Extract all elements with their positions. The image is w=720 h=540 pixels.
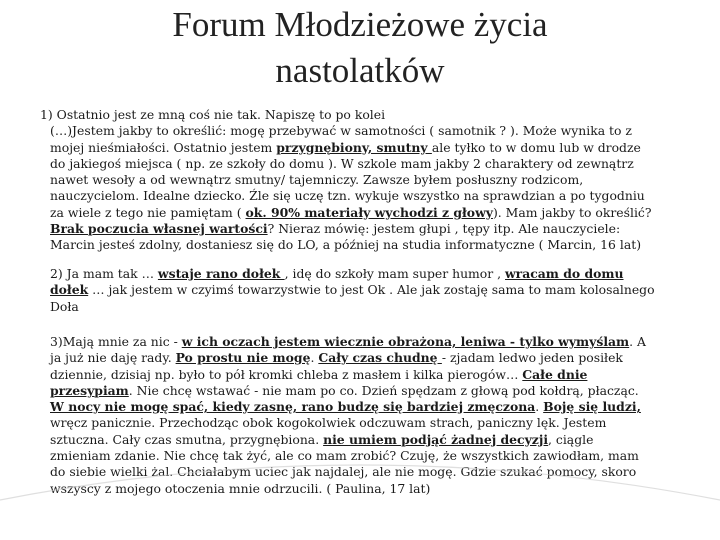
post-1-line: nawet wesoły a od wewnątrz smutny/ tajemniczy. Zawsze byłem posłuszny rodzicom, [50,172,584,188]
post-1-line [40,140,690,156]
post-3-emphasis: Całe dnie [522,366,588,382]
post-1 [40,107,690,254]
post-1-text: mojej nieśmiałości. Ostatnio jestem [50,139,277,155]
post-3-text: . A [629,334,646,349]
post-3-emphasis: Po prostu nie mogę [175,350,311,366]
post-1-emphasis: przygnębiony, smutny [276,139,432,155]
post-3-line: wręcz panicznie. Przechodząc obok kogokolwiek odczuwam strach, paniczny lęk. Jestem [50,415,607,431]
post-3-emphasis: przesypiam [50,382,129,398]
post-3-line [50,350,690,366]
post-1-line: (…)Jestem jakby to określić: mogę przebywać w samotności ( samotnik ? ). Może wynika to z [50,123,632,139]
post-2-line [50,282,695,298]
post-2-line [50,266,695,282]
post-1-line [40,221,690,237]
post-3-emphasis: Boję się ludzi, [543,399,641,415]
post-3-text: - zjadam ledwo jeden posiłek [441,350,623,366]
post-1-text: za wiele z tego nie pamiętam ( [50,204,246,220]
post-3-text: , ciągle [548,431,594,447]
post-1-emphasis: ok. 90% materiały wychodzi z głowy [245,204,493,220]
post-3-line: wszyscy z mojego otoczenia mnie odrzucili. ( Paulina, 17 lat) [50,480,431,496]
slide-title [0,2,720,94]
post-3-line [50,383,690,399]
post-1-line: 1) Ostatnio jest ze mną coś nie tak. Napiszę to po kolei [40,107,386,122]
post-3-text: 3)Mają mnie za nic - [50,334,182,349]
post-1-text: ? Nieraz mówię: jestem głupi , tępy itp. Ale nauczyciele: [267,221,621,237]
post-3-emphasis: Cały czas chudnę [318,350,442,366]
post-2-emphasis: wracam do domu [505,266,624,281]
post-3-text: . Nie chcę wstawać - nie mam po co. Dzień spędzam z głową pod kołdrą, płacząc. [128,382,639,398]
post-2-line: Doła [50,298,79,314]
post-3-text: . [310,350,319,366]
post-3-line [50,432,690,448]
post-3 [50,334,690,497]
post-3-emphasis: w ich oczach jestem wiecznie obrażona, leniwa - tylko wymyślam [181,334,630,349]
post-1-line: Marcin jesteś zdolny, dostaniesz się do LO, a później na studia informatyczne ( Marcin, 16 lat) [50,237,642,253]
post-2-emphasis: dołek [50,282,89,298]
post-3-emphasis: W nocy nie mogę spać, kiedy zasnę, rano budzę się bardziej zmęczona [50,399,536,415]
post-1-emphasis: Brak poczucia własnej wartości [50,221,268,237]
post-3-line [50,334,690,350]
post-3-text: dziennie, dzisiaj np. było to pół kromki chleba z masłem i kilka pierogów… [50,366,523,382]
post-2 [50,266,695,315]
post-2-text: 2) Ja mam tak … [50,266,158,281]
post-3-text: sztuczna. Cały czas smutna, przygnębiona. [50,431,324,447]
post-1-text: ). Mam jakby to określić? [492,204,652,220]
post-3-line: do siebie wielki żal. Chciałabym uciec jak najdalej, ale nie mogę. Gdzie szukać pomocy, skoro [50,464,637,480]
post-3-emphasis: nie umiem podjąć żadnej decyzji [323,431,549,447]
post-2-emphasis: wstaje rano dołek [157,266,285,281]
post-3-line: zmieniam zdanie. Nie chcę tak żyć, ale co mam zrobić? Czuję, że wszystkich zawiodłam, mam [50,448,639,464]
post-3-text: . [535,399,544,415]
post-1-text: ale tyłko to w domu lub w drodze [431,139,641,155]
post-1-line: nauczycielom. Idealne dziecko. Źle się uczę tzn. wykuje wszystko na sprawdzian a po tygodniu [50,188,645,204]
title-line-1: Forum Młodzieżowe życia [172,5,548,44]
post-1-line [40,205,690,221]
post-2-text: , idę do szkoły mam super humor , [284,266,506,281]
post-3-line [50,399,690,415]
post-1-line: do jakiegoś miejsca ( np. ze szkoły do domu ). W szkole mam jakby 2 charaktery od zewnątrz [50,155,634,171]
post-2-text: … jak jestem w czyimś towarzystwie to jest Ok . Ale jak zostaję sama to mam kolosalnego [88,282,655,298]
post-3-text: ja już nie daję rady. [50,350,176,366]
post-3-line [50,367,690,383]
title-line-2: nastolatków [275,51,445,90]
